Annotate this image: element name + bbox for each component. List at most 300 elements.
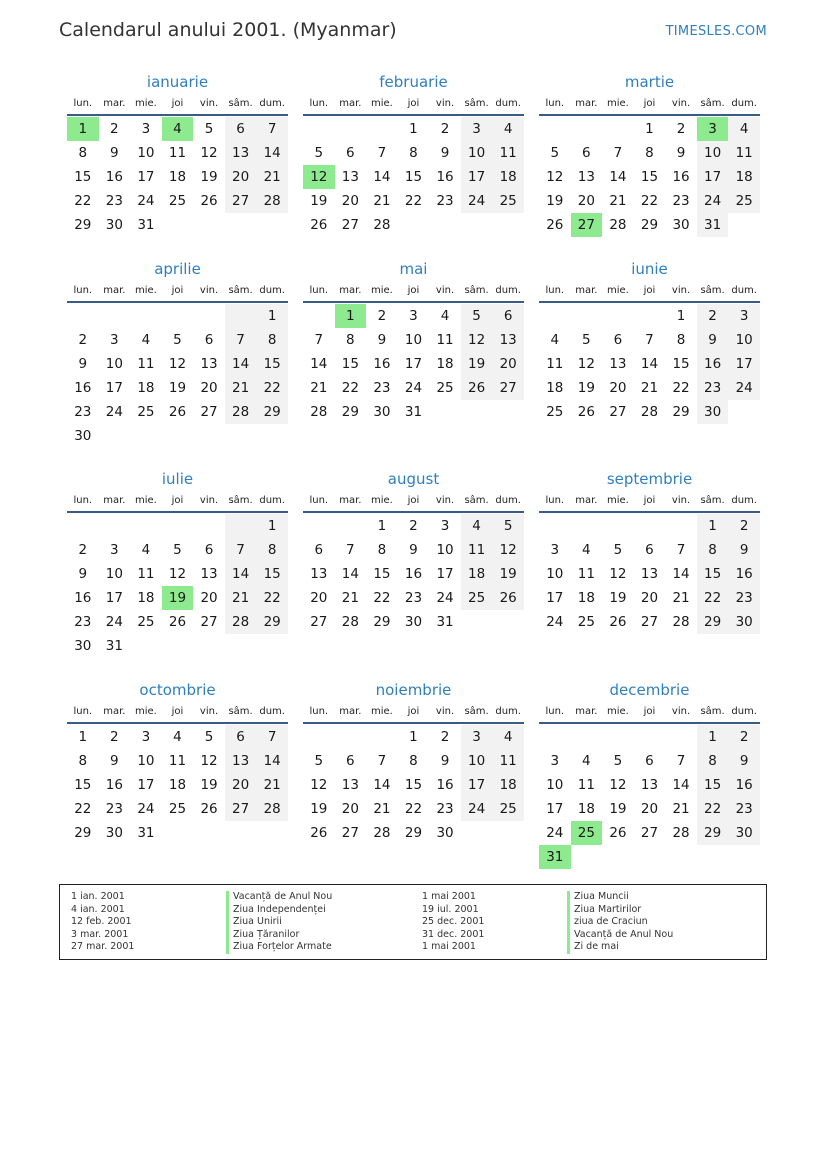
empty-cell	[193, 821, 225, 845]
weekday-label: sâm.	[700, 495, 725, 506]
weekday-label: sâm.	[228, 285, 253, 296]
empty-cell	[539, 514, 571, 538]
day-cell: 4	[141, 332, 151, 348]
day-cell: 11	[137, 356, 155, 372]
empty-cell	[193, 213, 225, 237]
weekday-label: lun.	[545, 98, 565, 109]
weekday-header	[303, 491, 524, 511]
day-cell: 3	[461, 117, 493, 141]
legend-dates-left	[71, 891, 134, 954]
day-cell: 5	[314, 753, 324, 769]
weekday-label: sâm.	[464, 495, 489, 506]
day-cell: 18	[168, 777, 187, 793]
day-cell: 26	[609, 614, 627, 630]
day-cell: 17	[546, 801, 564, 817]
day-cell: 13	[609, 356, 627, 372]
weekday-label: sâm.	[228, 98, 253, 109]
day-cell: 28	[225, 400, 257, 424]
day-cell: 1	[377, 518, 387, 534]
day-cell: 17	[728, 352, 760, 376]
day-cell: 16	[436, 777, 454, 793]
day-cell: 29	[74, 217, 92, 233]
day-cell: 15	[404, 777, 423, 793]
empty-cell	[225, 821, 257, 845]
month-name: aprilie	[154, 260, 201, 278]
holiday-date: 1 mai 2001	[422, 941, 476, 952]
empty-cell	[429, 213, 461, 237]
day-cell: 17	[137, 169, 155, 185]
weekday-header	[539, 702, 760, 722]
day-cell: 26	[310, 825, 328, 841]
day-cell: 10	[105, 356, 123, 372]
weekday-label: sâm.	[700, 98, 725, 109]
weekday-label: vin.	[199, 495, 219, 506]
day-cell: 6	[225, 117, 257, 141]
day-cell: 23	[672, 193, 690, 209]
day-cell: 13	[577, 169, 595, 185]
day-cell: 12	[310, 777, 328, 793]
day-cell: 1	[335, 304, 367, 328]
day-cell: 13	[225, 749, 257, 773]
day-cell: 30	[373, 404, 391, 420]
day-cell: 31	[697, 213, 729, 237]
day-cell: 15	[256, 352, 288, 376]
day-cell: 17	[697, 165, 729, 189]
empty-cell	[225, 634, 257, 658]
weekday-label: dum.	[259, 706, 285, 717]
day-cell: 12	[577, 356, 595, 372]
empty-cell	[461, 213, 493, 237]
empty-cell	[539, 725, 571, 749]
header-rule	[539, 114, 760, 116]
day-cell: 2	[78, 542, 88, 558]
day-cell: 26	[546, 217, 564, 233]
empty-cell	[602, 725, 634, 749]
empty-cell	[335, 514, 367, 538]
weekday-label: mar.	[339, 285, 362, 296]
day-cell: 27	[200, 404, 218, 420]
week-row	[539, 562, 760, 586]
day-cell: 5	[613, 542, 623, 558]
weekday-header	[539, 281, 760, 301]
day-cell: 13	[341, 169, 359, 185]
empty-cell	[193, 514, 225, 538]
day-cell: 29	[373, 614, 391, 630]
day-cell: 5	[582, 332, 591, 348]
empty-cell	[366, 725, 398, 749]
day-cell: 9	[110, 145, 119, 161]
empty-cell	[256, 634, 288, 658]
empty-cell	[461, 610, 493, 634]
day-cell: 3	[440, 518, 450, 534]
day-cell: 28	[225, 610, 257, 634]
day-cell: 28	[310, 404, 328, 420]
weekday-label: vin.	[435, 706, 455, 717]
day-cell: 26	[461, 376, 493, 400]
day-cell: 18	[436, 356, 454, 372]
legend-dates-right	[422, 891, 484, 954]
day-cell: 21	[225, 376, 257, 400]
week-row	[67, 562, 288, 586]
empty-cell	[571, 845, 603, 869]
day-cell: 28	[373, 217, 391, 233]
weekday-label: joi	[407, 285, 420, 296]
day-cell: 5	[173, 542, 182, 558]
day-cell: 29	[672, 404, 690, 420]
month-august	[303, 469, 524, 634]
day-cell: 28	[373, 825, 391, 841]
day-cell: 17	[436, 566, 454, 582]
week-row	[67, 165, 288, 189]
empty-cell	[366, 117, 398, 141]
weekday-label: mie.	[606, 495, 629, 506]
day-cell: 19	[310, 193, 328, 209]
empty-cell	[99, 424, 131, 448]
weekday-label: vin.	[671, 285, 691, 296]
empty-cell	[162, 424, 194, 448]
day-cell: 29	[341, 404, 359, 420]
month-martie	[539, 72, 760, 237]
day-cell: 3	[409, 308, 418, 324]
empty-cell	[303, 117, 335, 141]
day-cell: 4	[582, 542, 591, 558]
day-cell: 2	[409, 518, 418, 534]
holiday-name: Vacanță de Anul Nou	[567, 929, 673, 942]
empty-cell	[571, 304, 603, 328]
day-cell: 24	[105, 404, 123, 420]
day-cell: 13	[492, 328, 524, 352]
week-row	[67, 821, 288, 845]
day-cell: 8	[256, 538, 288, 562]
day-cell: 2	[440, 729, 450, 745]
holiday-date: 12 feb. 2001	[71, 916, 132, 927]
day-cell: 17	[546, 590, 564, 606]
day-cell: 29	[256, 400, 288, 424]
day-cell: 5	[613, 753, 623, 769]
day-cell: 11	[168, 753, 187, 769]
day-cell: 27	[225, 797, 257, 821]
site-link[interactable]: TIMESLES.COM	[665, 24, 767, 39]
day-cell: 10	[728, 328, 760, 352]
empty-cell	[256, 821, 288, 845]
empty-cell	[67, 304, 99, 328]
day-cell: 24	[546, 825, 564, 841]
week-row	[303, 749, 524, 773]
header-rule	[303, 114, 524, 116]
holiday-name: Ziua Independenței	[226, 904, 332, 917]
day-cell: 12	[200, 753, 218, 769]
day-cell: 4	[461, 514, 493, 538]
empty-cell	[461, 400, 493, 424]
month-aprilie	[67, 259, 288, 448]
weekday-label: lun.	[309, 285, 329, 296]
day-cell: 20	[609, 380, 627, 396]
month-name: martie	[624, 73, 675, 91]
day-cell: 23	[728, 586, 760, 610]
header-rule	[67, 511, 288, 513]
weekday-label: mie.	[134, 285, 157, 296]
header-rule	[539, 511, 760, 513]
weekday-label: mar.	[103, 285, 126, 296]
day-cell: 8	[676, 332, 686, 348]
empty-cell	[130, 424, 162, 448]
day-cell: 24	[137, 193, 155, 209]
day-cell: 15	[672, 356, 690, 372]
weekday-label: mie.	[606, 706, 629, 717]
day-cell: 15	[256, 562, 288, 586]
weekday-label: dum.	[495, 706, 521, 717]
weekday-label: mie.	[370, 495, 393, 506]
weekday-header	[67, 702, 288, 722]
week-row	[539, 514, 760, 538]
weekday-label: lun.	[309, 706, 329, 717]
day-cell: 12	[546, 169, 564, 185]
weekday-label: joi	[407, 98, 420, 109]
week-row	[67, 213, 288, 237]
holiday-name: Ziua Forțelor Armate	[226, 941, 332, 954]
week-row	[67, 586, 288, 610]
day-cell: 5	[314, 145, 324, 161]
day-cell: 31	[539, 845, 571, 869]
day-cell: 18	[492, 773, 524, 797]
week-row	[67, 634, 288, 658]
empty-cell	[303, 725, 335, 749]
weekday-label: lun.	[545, 706, 565, 717]
day-cell: 16	[373, 356, 391, 372]
day-cell: 16	[672, 169, 690, 185]
day-cell: 27	[310, 614, 328, 630]
day-cell: 2	[110, 121, 119, 137]
month-name: februarie	[379, 73, 448, 91]
day-cell: 25	[546, 404, 564, 420]
empty-cell	[728, 213, 760, 237]
day-cell: 8	[697, 538, 729, 562]
day-cell: 14	[609, 169, 627, 185]
day-cell: 11	[137, 566, 155, 582]
weekday-label: lun.	[545, 285, 565, 296]
empty-cell	[634, 514, 666, 538]
empty-cell	[728, 845, 760, 869]
day-cell: 19	[609, 590, 627, 606]
day-cell: 10	[697, 141, 729, 165]
day-cell: 8	[256, 328, 288, 352]
day-cell: 24	[728, 376, 760, 400]
weekday-label: vin.	[199, 98, 219, 109]
day-cell: 23	[436, 801, 454, 817]
weekday-label: dum.	[495, 285, 521, 296]
day-cell: 23	[436, 193, 454, 209]
day-cell: 9	[377, 332, 387, 348]
empty-cell	[539, 304, 571, 328]
weekday-label: mar.	[103, 495, 126, 506]
day-cell: 30	[728, 821, 760, 845]
day-cell: 14	[373, 777, 391, 793]
day-cell: 24	[461, 797, 493, 821]
day-cell: 7	[225, 538, 257, 562]
holiday-date: 1 ian. 2001	[71, 891, 125, 902]
day-cell: 16	[728, 773, 760, 797]
day-cell: 25	[137, 614, 155, 630]
day-cell: 26	[310, 217, 328, 233]
week-row	[303, 165, 524, 189]
day-cell: 19	[200, 169, 218, 185]
week-row	[539, 189, 760, 213]
empty-cell	[602, 117, 634, 141]
empty-cell	[602, 304, 634, 328]
day-cell: 13	[200, 356, 218, 372]
day-cell: 22	[341, 380, 359, 396]
week-row	[539, 304, 760, 328]
day-cell: 7	[676, 753, 686, 769]
day-cell: 14	[341, 566, 359, 582]
day-cell: 4	[550, 332, 560, 348]
empty-cell	[602, 514, 634, 538]
day-cell: 27	[200, 614, 218, 630]
day-cell: 28	[609, 217, 627, 233]
week-row	[67, 749, 288, 773]
week-row	[303, 400, 524, 424]
day-cell: 2	[728, 725, 760, 749]
day-cell: 27	[225, 189, 257, 213]
day-cell: 11	[461, 538, 493, 562]
day-cell: 20	[640, 590, 659, 606]
day-cell: 13	[310, 566, 328, 582]
day-cell: 26	[168, 614, 187, 630]
day-cell: 7	[225, 328, 257, 352]
day-cell: 3	[550, 542, 560, 558]
day-cell: 30	[697, 400, 729, 424]
weekday-label: mar.	[339, 495, 362, 506]
week-row	[67, 376, 288, 400]
day-cell: 16	[105, 777, 123, 793]
empty-cell	[130, 304, 162, 328]
day-cell: 1	[78, 729, 88, 745]
day-cell: 1	[409, 121, 418, 137]
day-cell: 23	[74, 404, 92, 420]
empty-cell	[225, 424, 257, 448]
day-cell: 10	[546, 566, 564, 582]
day-cell: 18	[137, 380, 155, 396]
day-cell: 2	[676, 121, 686, 137]
day-cell: 1	[256, 514, 288, 538]
day-cell: 22	[74, 801, 92, 817]
weekday-header	[539, 491, 760, 511]
day-cell: 7	[377, 753, 387, 769]
empty-cell	[539, 117, 571, 141]
day-cell: 20	[640, 801, 659, 817]
week-row	[539, 725, 760, 749]
month-name: septembrie	[606, 470, 693, 488]
day-cell: 18	[168, 169, 187, 185]
day-cell: 1	[645, 121, 654, 137]
month-decembrie	[539, 680, 760, 869]
day-cell: 7	[377, 145, 387, 161]
day-cell: 26	[168, 404, 187, 420]
weekday-label: vin.	[435, 98, 455, 109]
month-name: iulie	[161, 470, 194, 488]
day-cell: 30	[105, 825, 123, 841]
day-cell: 8	[377, 542, 387, 558]
weekday-label: sâm.	[464, 98, 489, 109]
day-cell: 5	[173, 332, 182, 348]
day-cell: 6	[492, 304, 524, 328]
day-cell: 29	[256, 610, 288, 634]
week-row	[539, 749, 760, 773]
week-row	[67, 117, 288, 141]
week-row	[67, 189, 288, 213]
weekday-label: vin.	[435, 495, 455, 506]
weekday-label: mie.	[606, 285, 629, 296]
day-cell: 27	[609, 404, 627, 420]
weekday-label: joi	[643, 98, 656, 109]
day-cell: 19	[577, 380, 595, 396]
weekday-label: joi	[407, 495, 420, 506]
day-cell: 28	[256, 189, 288, 213]
holiday-date: 25 dec. 2001	[422, 916, 485, 927]
empty-cell	[571, 725, 603, 749]
day-cell: 17	[105, 590, 123, 606]
empty-cell	[602, 845, 634, 869]
day-cell: 1	[676, 308, 686, 324]
day-cell: 10	[436, 542, 454, 558]
holiday-name: Ziua Martirilor	[567, 904, 673, 917]
month-octombrie	[67, 680, 288, 845]
day-cell: 20	[200, 590, 218, 606]
day-cell: 24	[461, 189, 493, 213]
day-cell: 30	[672, 217, 690, 233]
weekday-header	[303, 94, 524, 114]
day-cell: 20	[200, 380, 218, 396]
day-cell: 21	[672, 590, 690, 606]
day-cell: 29	[404, 825, 423, 841]
holiday-name: Ziua Unirii	[226, 916, 332, 929]
week-row	[539, 821, 760, 845]
holiday-date: 19 iul. 2001	[422, 903, 479, 915]
weekday-label: sâm.	[464, 706, 489, 717]
day-cell: 5	[461, 304, 493, 328]
day-cell: 24	[697, 189, 729, 213]
weekday-label: lun.	[73, 495, 93, 506]
day-cell: 21	[373, 193, 391, 209]
day-cell: 16	[105, 169, 123, 185]
weekday-label: mar.	[575, 706, 598, 717]
day-cell: 25	[571, 821, 603, 845]
week-row	[303, 821, 524, 845]
week-row	[303, 376, 524, 400]
day-cell: 19	[609, 801, 627, 817]
day-cell: 9	[440, 145, 450, 161]
day-cell: 15	[697, 562, 729, 586]
weekday-label: joi	[643, 495, 656, 506]
day-cell: 8	[78, 753, 88, 769]
empty-cell	[303, 514, 335, 538]
day-cell: 22	[640, 193, 659, 209]
empty-cell	[225, 304, 257, 328]
weekday-label: lun.	[73, 285, 93, 296]
empty-cell	[665, 725, 697, 749]
day-cell: 6	[613, 332, 623, 348]
week-row	[303, 538, 524, 562]
day-cell: 24	[546, 614, 564, 630]
day-cell: 24	[105, 614, 123, 630]
day-cell: 15	[74, 169, 92, 185]
weekday-label: dum.	[259, 495, 285, 506]
week-row	[303, 514, 524, 538]
day-cell: 25	[577, 614, 595, 630]
empty-cell	[99, 304, 131, 328]
day-cell: 3	[697, 117, 729, 141]
day-cell: 9	[78, 566, 88, 582]
